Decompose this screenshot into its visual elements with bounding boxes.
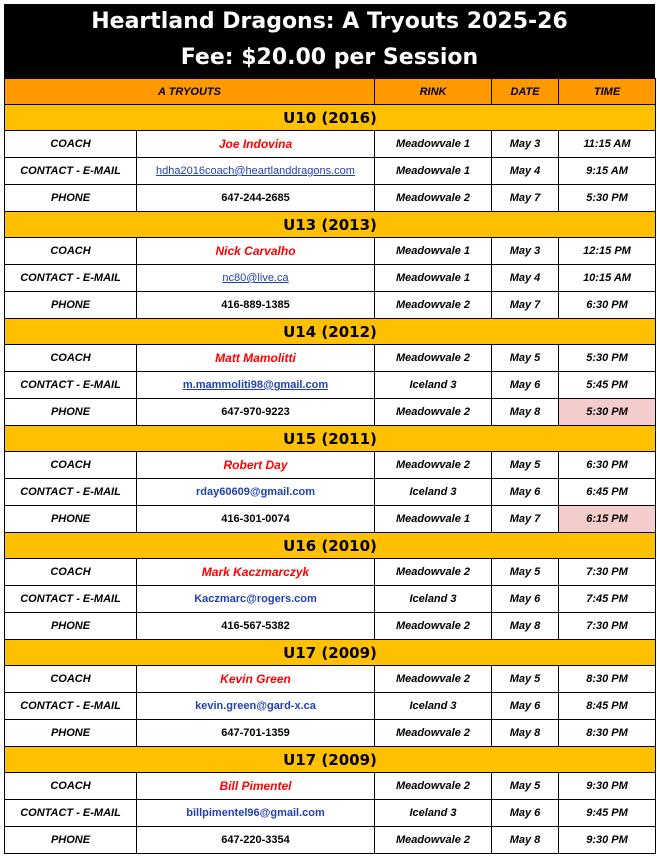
coach-name: Kevin Green bbox=[137, 666, 375, 693]
phone-number: 416-301-0074 bbox=[137, 506, 375, 533]
rink-cell: Iceland 3 bbox=[375, 586, 492, 613]
time-cell: 12:15 PM bbox=[559, 238, 656, 265]
contact-row bbox=[5, 693, 656, 720]
date-cell: May 7 bbox=[492, 506, 559, 533]
rink-cell: Meadowvale 2 bbox=[375, 399, 492, 426]
date-cell: May 5 bbox=[492, 345, 559, 372]
date-cell: May 6 bbox=[492, 586, 559, 613]
rink-cell: Meadowvale 1 bbox=[375, 265, 492, 292]
row-label-contact: CONTACT - E-MAIL bbox=[5, 158, 137, 185]
time-cell: 10:15 AM bbox=[559, 265, 656, 292]
tryout-table bbox=[4, 78, 656, 854]
row-label-coach: COACH bbox=[5, 238, 137, 265]
title-block bbox=[4, 4, 655, 78]
row-label-coach: COACH bbox=[5, 773, 137, 800]
rink-cell: Iceland 3 bbox=[375, 479, 492, 506]
email-link[interactable]: hdha2016coach@heartlanddragons.com bbox=[137, 158, 375, 185]
header-tryouts: A TRYOUTS bbox=[5, 79, 375, 105]
rink-cell: Iceland 3 bbox=[375, 372, 492, 399]
contact-row bbox=[5, 586, 656, 613]
section-header bbox=[5, 426, 656, 452]
time-cell: 11:15 AM bbox=[559, 131, 656, 158]
rink-cell: Meadowvale 2 bbox=[375, 613, 492, 640]
rink-cell: Meadowvale 2 bbox=[375, 666, 492, 693]
coach-name: Mark Kaczmarczyk bbox=[137, 559, 375, 586]
coach-name: Robert Day bbox=[137, 452, 375, 479]
phone-number: 416-567-5382 bbox=[137, 613, 375, 640]
rink-cell: Meadowvale 1 bbox=[375, 506, 492, 533]
email-text: kevin.green@gard-x.ca bbox=[137, 693, 375, 720]
date-cell: May 6 bbox=[492, 479, 559, 506]
email-text: Kaczmarc@rogers.com bbox=[137, 586, 375, 613]
email-link[interactable]: nc80@live.ca bbox=[137, 265, 375, 292]
coach-name: Joe Indovina bbox=[137, 131, 375, 158]
email-text: rday60609@gmail.com bbox=[137, 479, 375, 506]
date-cell: May 4 bbox=[492, 158, 559, 185]
date-cell: May 4 bbox=[492, 265, 559, 292]
time-cell: 5:30 PM bbox=[559, 345, 656, 372]
section-title: U15 (2011) bbox=[5, 426, 656, 452]
date-cell: May 5 bbox=[492, 773, 559, 800]
date-cell: May 8 bbox=[492, 720, 559, 747]
row-label-phone: PHONE bbox=[5, 720, 137, 747]
row-label-contact: CONTACT - E-MAIL bbox=[5, 800, 137, 827]
section-header bbox=[5, 105, 656, 131]
section-header bbox=[5, 319, 656, 345]
coach-row bbox=[5, 238, 656, 265]
date-cell: May 7 bbox=[492, 292, 559, 319]
row-label-phone: PHONE bbox=[5, 185, 137, 212]
phone-number: 647-701-1359 bbox=[137, 720, 375, 747]
time-cell: 8:30 PM bbox=[559, 720, 656, 747]
coach-name: Nick Carvalho bbox=[137, 238, 375, 265]
row-label-contact: CONTACT - E-MAIL bbox=[5, 479, 137, 506]
time-cell: 8:30 PM bbox=[559, 666, 656, 693]
phone-number: 647-220-3354 bbox=[137, 827, 375, 854]
rink-cell: Meadowvale 2 bbox=[375, 827, 492, 854]
contact-row bbox=[5, 479, 656, 506]
phone-row bbox=[5, 613, 656, 640]
time-cell: 6:30 PM bbox=[559, 292, 656, 319]
time-cell: 8:45 PM bbox=[559, 693, 656, 720]
rink-cell: Meadowvale 1 bbox=[375, 238, 492, 265]
row-label-coach: COACH bbox=[5, 666, 137, 693]
time-cell: 9:30 PM bbox=[559, 773, 656, 800]
date-cell: May 5 bbox=[492, 452, 559, 479]
coach-name: Bill Pimentel bbox=[137, 773, 375, 800]
phone-row bbox=[5, 827, 656, 854]
section-header bbox=[5, 640, 656, 666]
rink-cell: Iceland 3 bbox=[375, 693, 492, 720]
section-title: U10 (2016) bbox=[5, 105, 656, 131]
section-title: U16 (2010) bbox=[5, 533, 656, 559]
time-cell: 7:45 PM bbox=[559, 586, 656, 613]
fee-line: Fee: $20.00 per Session bbox=[180, 45, 479, 70]
coach-row bbox=[5, 452, 656, 479]
rink-cell: Meadowvale 2 bbox=[375, 452, 492, 479]
date-cell: May 5 bbox=[492, 666, 559, 693]
phone-row bbox=[5, 185, 656, 212]
date-cell: May 5 bbox=[492, 559, 559, 586]
header-row bbox=[5, 79, 656, 105]
contact-row bbox=[5, 265, 656, 292]
page-title: Heartland Dragons: A Tryouts 2025-26 bbox=[91, 9, 568, 34]
time-cell: 7:30 PM bbox=[559, 559, 656, 586]
date-cell: May 3 bbox=[492, 131, 559, 158]
time-cell: 6:30 PM bbox=[559, 452, 656, 479]
rink-cell: Meadowvale 1 bbox=[375, 131, 492, 158]
header-date: DATE bbox=[492, 79, 559, 105]
row-label-contact: CONTACT - E-MAIL bbox=[5, 693, 137, 720]
coach-row bbox=[5, 666, 656, 693]
contact-row bbox=[5, 800, 656, 827]
header-rink: RINK bbox=[375, 79, 492, 105]
rink-cell: Meadowvale 2 bbox=[375, 345, 492, 372]
date-cell: May 7 bbox=[492, 185, 559, 212]
time-cell: 9:30 PM bbox=[559, 827, 656, 854]
time-cell-highlighted: 6:15 PM bbox=[559, 506, 656, 533]
date-cell: May 6 bbox=[492, 693, 559, 720]
row-label-phone: PHONE bbox=[5, 399, 137, 426]
coach-name: Matt Mamolitti bbox=[137, 345, 375, 372]
section-header bbox=[5, 212, 656, 238]
contact-row bbox=[5, 372, 656, 399]
phone-number: 416-889-1385 bbox=[137, 292, 375, 319]
row-label-phone: PHONE bbox=[5, 506, 137, 533]
tryout-sheet bbox=[4, 4, 655, 854]
section-title: U17 (2009) bbox=[5, 640, 656, 666]
time-cell: 6:45 PM bbox=[559, 479, 656, 506]
row-label-phone: PHONE bbox=[5, 827, 137, 854]
rink-cell: Iceland 3 bbox=[375, 800, 492, 827]
coach-row bbox=[5, 773, 656, 800]
row-label-coach: COACH bbox=[5, 131, 137, 158]
row-label-coach: COACH bbox=[5, 452, 137, 479]
rink-cell: Meadowvale 2 bbox=[375, 185, 492, 212]
time-cell: 5:45 PM bbox=[559, 372, 656, 399]
phone-row bbox=[5, 506, 656, 533]
date-cell: May 8 bbox=[492, 827, 559, 854]
date-cell: May 8 bbox=[492, 399, 559, 426]
phone-number: 647-244-2685 bbox=[137, 185, 375, 212]
coach-row bbox=[5, 559, 656, 586]
time-cell: 9:15 AM bbox=[559, 158, 656, 185]
header-time: TIME bbox=[559, 79, 656, 105]
section-header bbox=[5, 533, 656, 559]
time-cell: 7:30 PM bbox=[559, 613, 656, 640]
row-label-coach: COACH bbox=[5, 559, 137, 586]
date-cell: May 8 bbox=[492, 613, 559, 640]
date-cell: May 6 bbox=[492, 800, 559, 827]
section-title: U14 (2012) bbox=[5, 319, 656, 345]
contact-row bbox=[5, 158, 656, 185]
rink-cell: Meadowvale 2 bbox=[375, 292, 492, 319]
phone-row bbox=[5, 292, 656, 319]
section-title: U13 (2013) bbox=[5, 212, 656, 238]
row-label-contact: CONTACT - E-MAIL bbox=[5, 586, 137, 613]
phone-row bbox=[5, 399, 656, 426]
email-link[interactable]: m.mammoliti98@gmail.com bbox=[137, 372, 375, 399]
coach-row bbox=[5, 131, 656, 158]
phone-row bbox=[5, 720, 656, 747]
email-text: billpimentel96@gmail.com bbox=[137, 800, 375, 827]
row-label-phone: PHONE bbox=[5, 292, 137, 319]
coach-row bbox=[5, 345, 656, 372]
section-title: U17 (2009) bbox=[5, 747, 656, 773]
row-label-contact: CONTACT - E-MAIL bbox=[5, 265, 137, 292]
date-cell: May 3 bbox=[492, 238, 559, 265]
date-cell: May 6 bbox=[492, 372, 559, 399]
rink-cell: Meadowvale 2 bbox=[375, 720, 492, 747]
rink-cell: Meadowvale 1 bbox=[375, 158, 492, 185]
row-label-coach: COACH bbox=[5, 345, 137, 372]
phone-number: 647-970-9223 bbox=[137, 399, 375, 426]
row-label-phone: PHONE bbox=[5, 613, 137, 640]
time-cell: 5:30 PM bbox=[559, 185, 656, 212]
row-label-contact: CONTACT - E-MAIL bbox=[5, 372, 137, 399]
section-header bbox=[5, 747, 656, 773]
rink-cell: Meadowvale 2 bbox=[375, 559, 492, 586]
rink-cell: Meadowvale 2 bbox=[375, 773, 492, 800]
time-cell-highlighted: 5:30 PM bbox=[559, 399, 656, 426]
time-cell: 9:45 PM bbox=[559, 800, 656, 827]
